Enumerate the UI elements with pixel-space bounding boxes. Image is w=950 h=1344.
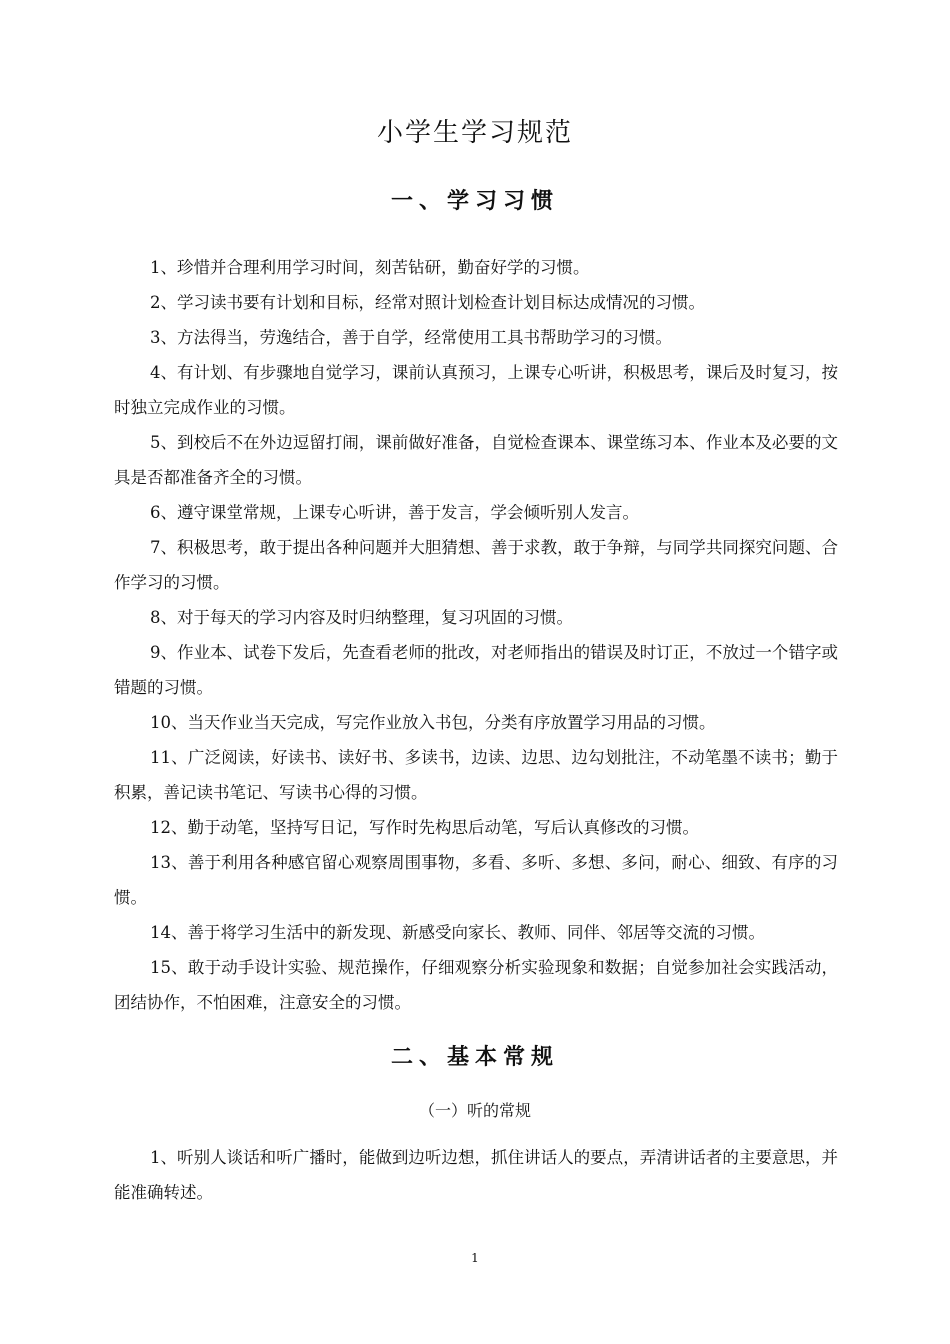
section-heading-basic-rules: 二、基本常规	[390, 1045, 559, 1070]
study-habits-list	[114, 250, 838, 1020]
list-item: 13、善于利用各种感官留心观察周围事物，多看、多听、多想、多问，耐心、细致、有序的习惯。	[114, 853, 838, 907]
list-item: 8、对于每天的学习内容及时归纳整理，复习巩固的习惯。	[150, 608, 573, 627]
list-item: 7、积极思考，敢于提出各种问题并大胆猜想、善于求教，敢于争辩，与同学共同探究问题、合作学习的习惯。	[114, 538, 838, 592]
list-item: 15、敢于动手设计实验、规范操作，仔细观察分析实验现象和数据；自觉参加社会实践活动，团结协作，不怕困难，注意安全的习惯。	[114, 958, 838, 1012]
page-number: 1	[471, 1251, 479, 1265]
section-heading-study-habits: 一、学习习惯	[390, 189, 559, 214]
list-item: 9、作业本、试卷下发后，先查看老师的批改，对老师指出的错误及时订正，不放过一个错字或错题的习惯。	[114, 643, 838, 697]
subheading-listening-rules: （一）听的常规	[418, 1101, 531, 1120]
list-item: 10、当天作业当天完成，写完作业放入书包，分类有序放置学习用品的习惯。	[150, 713, 716, 732]
list-item: 5、到校后不在外边逗留打闹，课前做好准备，自觉检查课本、课堂练习本、作业本及必要的文具是否都准备齐全的习惯。	[114, 433, 838, 487]
list-item: 1、听别人谈话和听广播时，能做到边听边想，抓住讲话人的要点，弄清讲话者的主要意思，并能准确转述。	[114, 1148, 838, 1202]
list-item: 11、广泛阅读，好读书、读好书、多读书，边读、边思、边勾划批注，不动笔墨不读书；勤于积累，善记读书笔记、写读书心得的习惯。	[114, 748, 838, 802]
list-item: 3、方法得当，劳逸结合，善于自学，经常使用工具书帮助学习的习惯。	[150, 328, 672, 347]
list-item: 6、遵守课堂常规，上课专心听讲，善于发言，学会倾听别人发言。	[150, 503, 639, 522]
document-title: 小学生学习规范	[376, 118, 573, 148]
list-item: 2、学习读书要有计划和目标，经常对照计划检查计划目标达成情况的习惯。	[150, 293, 705, 312]
list-item: 4、有计划、有步骤地自觉学习，课前认真预习，上课专心听讲，积极思考，课后及时复习，按时独立完成作业的习惯。	[114, 363, 838, 417]
list-item: 1、珍惜并合理利用学习时间，刻苦钻研，勤奋好学的习惯。	[150, 258, 590, 277]
list-item: 12、勤于动笔，坚持写日记，写作时先构思后动笔，写后认真修改的习惯。	[150, 818, 699, 837]
listening-rules-list	[114, 1140, 838, 1210]
list-item: 14、善于将学习生活中的新发现、新感受向家长、教师、同伴、邻居等交流的习惯。	[150, 923, 765, 942]
